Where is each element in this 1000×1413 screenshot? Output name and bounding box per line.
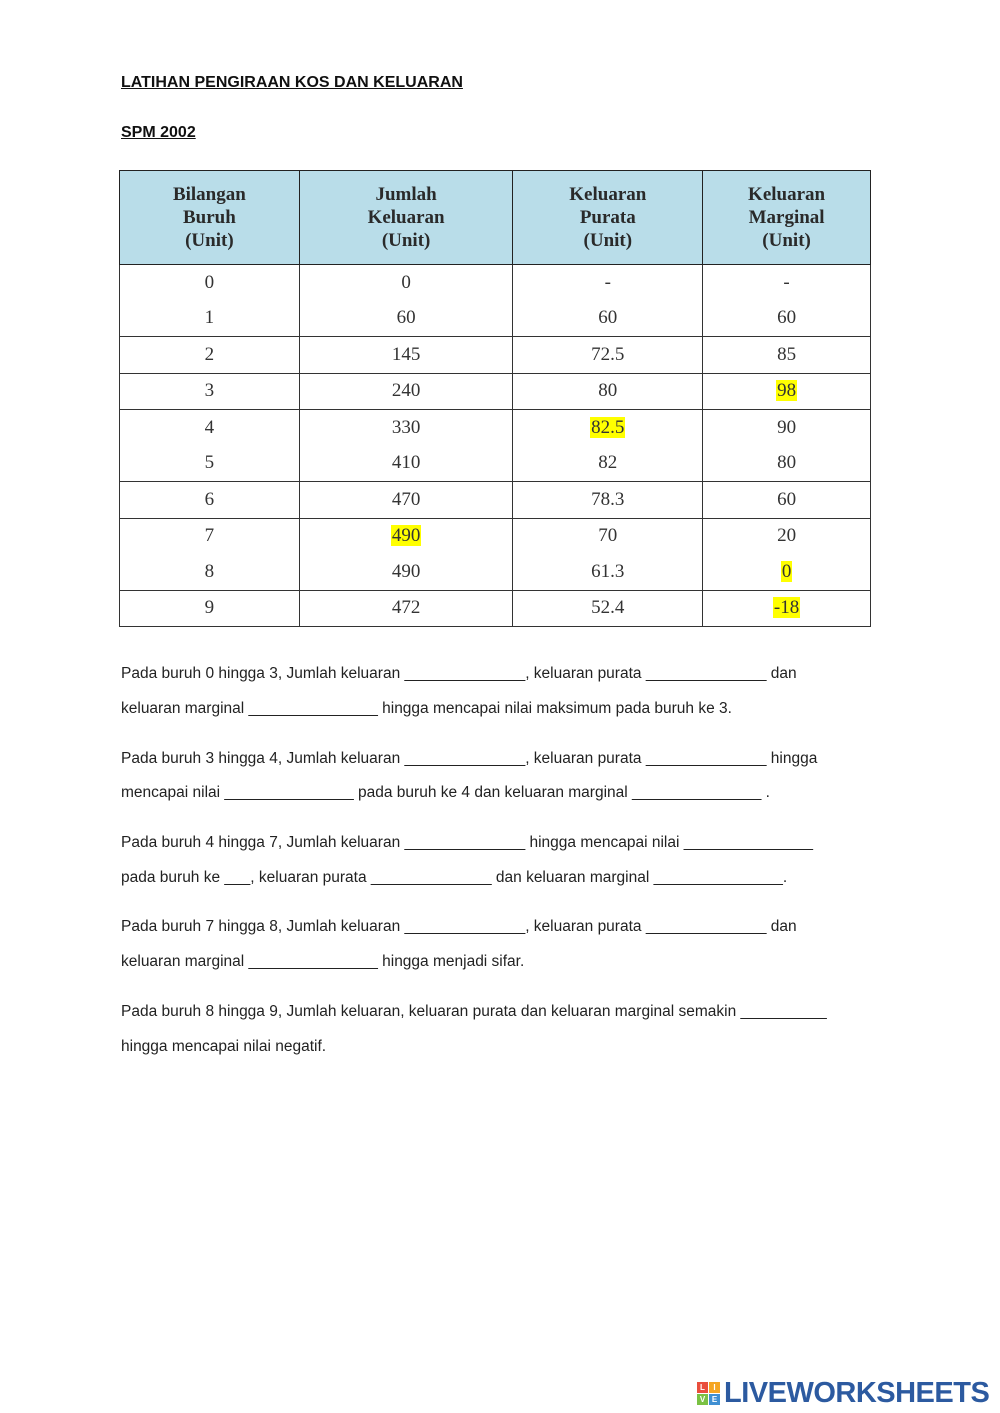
header-jumlah-keluaran: Jumlah Keluaran (Unit) (299, 171, 513, 265)
cell-total-product (299, 518, 513, 554)
paragraph-line: pada buruh ke ___, keluaran purata ______________ dan keluaran marginal _______________. (121, 869, 788, 886)
highlighted-value: 490 (391, 525, 421, 547)
table-row (120, 301, 871, 337)
production-table (119, 170, 871, 627)
table-row (120, 410, 871, 446)
liveworksheets-logo (697, 1377, 989, 1410)
table-row (120, 337, 871, 374)
cell-labour: 7 (120, 518, 300, 554)
cell-average-product: 70 (513, 518, 703, 554)
cell-labour: 9 (120, 590, 300, 627)
cell-total-product: 60 (299, 301, 513, 337)
cell-total-product: 330 (299, 410, 513, 446)
cell-marginal-product: 60 (703, 301, 871, 337)
highlighted-value: -18 (773, 597, 800, 619)
paragraph-line: Pada buruh 8 hingga 9, Jumlah keluaran, keluaran purata dan keluaran marginal semakin __________ (121, 1003, 827, 1020)
paragraph-line: mencapai nilai _______________ pada buruh ke 4 dan keluaran marginal _______________ . (121, 784, 770, 801)
cell-average-product (513, 410, 703, 446)
cell-labour: 2 (120, 337, 300, 374)
cell-marginal-product: 20 (703, 518, 871, 554)
cell-labour: 6 (120, 482, 300, 519)
exam-label: SPM 2002 (121, 124, 196, 141)
cell-labour: 1 (120, 301, 300, 337)
cell-marginal-product: - (703, 265, 871, 301)
table-row (120, 518, 871, 554)
cell-average-product: - (513, 265, 703, 301)
paragraph-line: Pada buruh 0 hingga 3, Jumlah keluaran ______________, keluaran purata ______________ dan (121, 665, 797, 682)
logo-text: LIVEWORKSHEETS (724, 1377, 990, 1409)
cell-average-product: 80 (513, 373, 703, 410)
paragraph-line: hingga mencapai nilai negatif. (121, 1038, 327, 1055)
header-bilangan-buruh: Bilangan Buruh (Unit) (120, 171, 300, 265)
cell-marginal-product (703, 590, 871, 627)
logo-icon: L I V E (697, 1382, 720, 1405)
table-row (120, 590, 871, 627)
cell-marginal-product: 60 (703, 482, 871, 519)
cell-marginal-product: 90 (703, 410, 871, 446)
cell-labour: 5 (120, 446, 300, 482)
header-keluaran-marginal: Keluaran Marginal (Unit) (703, 171, 871, 265)
page-title: LATIHAN PENGIRAAN KOS DAN KELUARAN (121, 74, 463, 91)
cell-marginal-product (703, 554, 871, 590)
cell-average-product: 78.3 (513, 482, 703, 519)
cell-total-product: 145 (299, 337, 513, 374)
table-row (120, 554, 871, 590)
paragraph-line: keluaran marginal _______________ hingga mencapai nilai maksimum pada buruh ke 3. (121, 700, 732, 717)
paragraph-line: Pada buruh 4 hingga 7, Jumlah keluaran ______________ hingga mencapai nilai _______________ (121, 834, 814, 851)
cell-total-product: 240 (299, 373, 513, 410)
table-row (120, 265, 871, 301)
cell-total-product: 490 (299, 554, 513, 590)
cell-labour: 3 (120, 373, 300, 410)
highlighted-value: 82.5 (591, 416, 625, 438)
cell-marginal-product (703, 373, 871, 410)
cell-average-product: 60 (513, 301, 703, 337)
cell-average-product: 52.4 (513, 590, 703, 627)
cell-total-product: 470 (299, 482, 513, 519)
cell-marginal-product: 80 (703, 446, 871, 482)
table-header-row (120, 171, 871, 265)
paragraph-line: keluaran marginal _______________ hingga menjadi sifar. (121, 953, 525, 970)
cell-average-product: 82 (513, 446, 703, 482)
cell-average-product: 72.5 (513, 337, 703, 374)
highlighted-value: 0 (781, 560, 792, 582)
cell-total-product: 410 (299, 446, 513, 482)
table-row (120, 373, 871, 410)
cell-marginal-product: 85 (703, 337, 871, 374)
paragraph-line: Pada buruh 3 hingga 4, Jumlah keluaran ______________, keluaran purata ______________ hingga (121, 750, 818, 767)
cell-total-product: 0 (299, 265, 513, 301)
table-row (120, 482, 871, 519)
table-row (120, 446, 871, 482)
cell-average-product: 61.3 (513, 554, 703, 590)
cell-total-product: 472 (299, 590, 513, 627)
header-keluaran-purata: Keluaran Purata (Unit) (513, 171, 703, 265)
cell-labour: 8 (120, 554, 300, 590)
paragraph-line: Pada buruh 7 hingga 8, Jumlah keluaran ______________, keluaran purata ______________ dan (121, 918, 797, 935)
cell-labour: 4 (120, 410, 300, 446)
highlighted-value: 98 (777, 380, 797, 402)
cell-labour: 0 (120, 265, 300, 301)
